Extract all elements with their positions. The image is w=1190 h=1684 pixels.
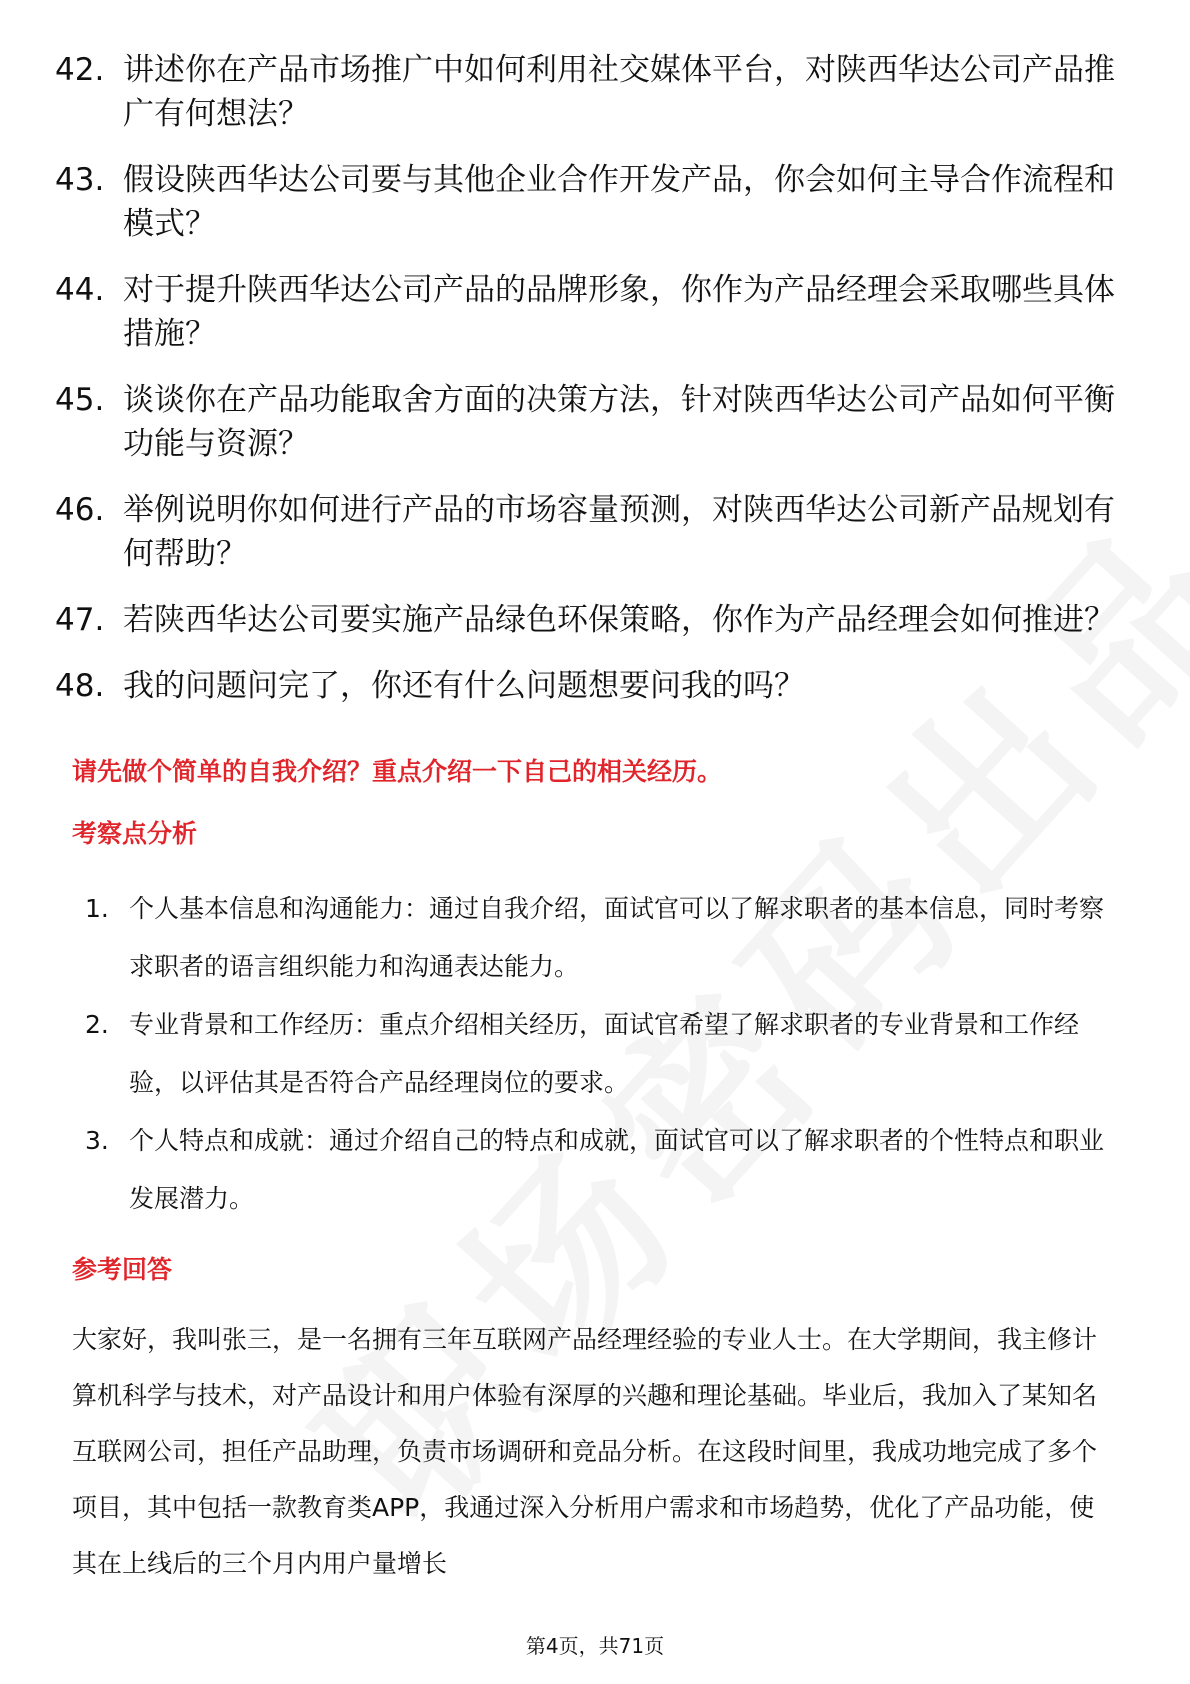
analysis-heading: 考察点分析 (72, 819, 198, 848)
question-number: 42. (55, 52, 105, 88)
analysis-number: 2. (85, 1010, 109, 1039)
analysis-text: 个人特点和成就：通过介绍自己的特点和成就，面试官可以了解求职者的个性特点和职业发展潜力。 (129, 1126, 1105, 1213)
analysis-item (85, 996, 1125, 1112)
question-text: 讲述你在产品市场推广中如何利用社交媒体平台，对陕西华达公司产品推广有何想法？ (123, 52, 1115, 132)
question-number: 46. (55, 492, 105, 528)
question-text: 谈谈你在产品功能取舍方面的决策方法，针对陕西华达公司产品如何平衡功能与资源？ (123, 382, 1115, 462)
question-number: 45. (55, 382, 105, 418)
analysis-number: 3. (85, 1126, 109, 1155)
question-item (55, 158, 1135, 246)
question-item (55, 488, 1135, 576)
analysis-item (85, 880, 1125, 996)
analysis-item (85, 1112, 1125, 1228)
question-list (55, 48, 1135, 730)
question-item (55, 48, 1135, 136)
question-number: 48. (55, 668, 105, 704)
analysis-list (85, 880, 1125, 1228)
answer-paragraph: 大家好，我叫张三，是一名拥有三年互联网产品经理经验的专业人士。在大学期间，我主修计算机科学与技术，对产品设计和用户体验有深厚的兴趣和理论基础。毕业后，我加入了某知名互联网公司，担任产品助理，负责市场调研和竞品分析。在这段时间里，我成功地完成了多个项目，其中包括一款教育类APP，我通过深入分析用户需求和市场趋势，优化了产品功能，使其在上线后的三个月内用户量增长 (72, 1325, 1098, 1578)
question-text: 假设陕西华达公司要与其他企业合作开发产品，你会如何主导合作流程和模式？ (123, 162, 1115, 242)
question-text: 举例说明你如何进行产品的市场容量预测，对陕西华达公司新产品规划有何帮助？ (123, 492, 1115, 572)
question-number: 44. (55, 272, 105, 308)
analysis-number: 1. (85, 894, 109, 923)
question-text: 我的问题问完了，你还有什么问题想要问我的吗？ (123, 668, 805, 704)
question-item (55, 664, 1135, 708)
question-number: 47. (55, 602, 105, 638)
page-footer: 第4页，共71页 (525, 1634, 665, 1658)
question-text: 对于提升陕西华达公司产品的品牌形象，你作为产品经理会采取哪些具体措施？ (123, 272, 1115, 352)
analysis-text: 专业背景和工作经历：重点介绍相关经历，面试官希望了解求职者的专业背景和工作经验，以评估其是否符合产品经理岗位的要求。 (129, 1010, 1080, 1097)
section-question-title: 请先做个简单的自我介绍？重点介绍一下自己的相关经历。 (72, 757, 723, 786)
question-item (55, 598, 1135, 642)
question-item (55, 378, 1135, 466)
answer-heading: 参考回答 (72, 1255, 173, 1284)
question-item (55, 268, 1135, 356)
question-number: 43. (55, 162, 105, 198)
analysis-text: 个人基本信息和沟通能力：通过自我介绍，面试官可以了解求职者的基本信息，同时考察求职者的语言组织能力和沟通表达能力。 (129, 894, 1105, 981)
question-text: 若陕西华达公司要实施产品绿色环保策略，你作为产品经理会如何推进？ (123, 602, 1115, 638)
